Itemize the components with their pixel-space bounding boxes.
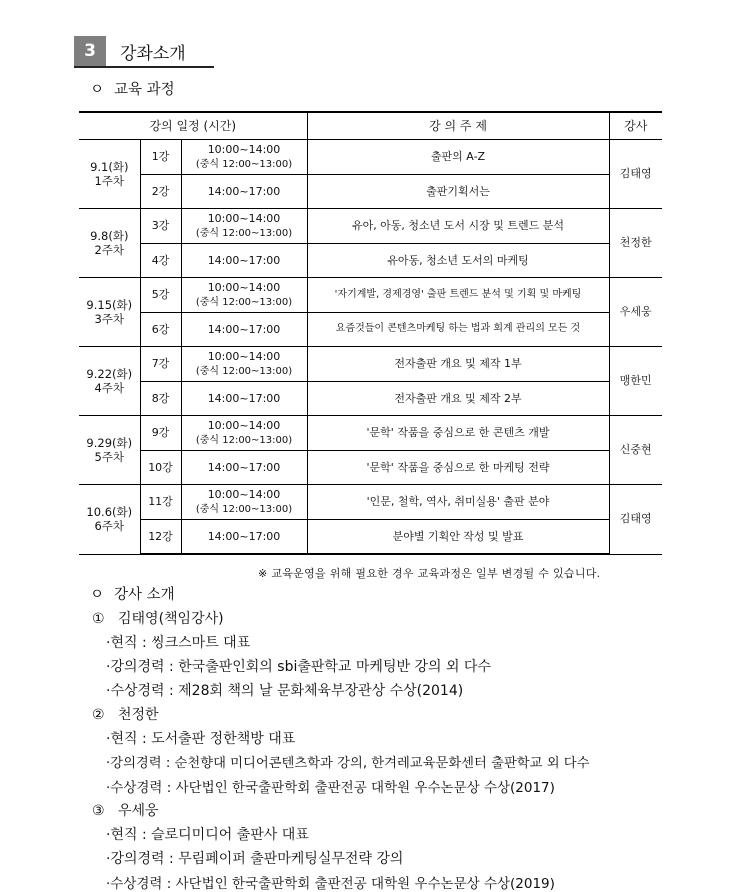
table-row: [79, 175, 662, 209]
week-cell: [79, 347, 140, 416]
week-label: 2주차: [94, 243, 125, 257]
instructor-detail: ·수상경력 : 사단법인 한국출판학회 출판전공 대학원 우수논문상 수상(2019): [106, 876, 555, 892]
week-cell: [79, 416, 140, 485]
session-time: [181, 347, 307, 382]
change-notice: ※ 교육운영을 위해 필요한 경우 교육과정은 일부 변경될 수 있습니다.: [258, 567, 601, 580]
week-date: 9.22(화): [86, 366, 133, 381]
session-number: 9강: [140, 416, 181, 451]
instructor-name: 우세웅: [118, 803, 159, 819]
instructor-detail: ·현직 : 씽크스마트 대표: [106, 635, 251, 651]
week-cell: [79, 140, 140, 209]
instructor-heading: [90, 583, 175, 604]
week-label: 1주차: [94, 174, 125, 188]
table-row: [79, 140, 662, 175]
instructor-cell: 김태영: [609, 485, 662, 555]
header-topic: 강 의 주 제: [307, 112, 609, 140]
lunch-break: (중식 12:00~13:00): [195, 365, 293, 377]
session-number: 3강: [140, 209, 181, 244]
instructor-detail: ·강의경력 : 한국출판인회의 sbi출판학교 마케팅반 강의 외 다수: [106, 659, 491, 675]
table-row: [79, 244, 662, 278]
instructor-cell: 우세웅: [609, 278, 662, 347]
session-time: 14:00~17:00: [181, 175, 307, 209]
time-range: 10:00~14:00: [207, 487, 281, 501]
session-time: [181, 485, 307, 520]
table-row: [79, 313, 662, 347]
lunch-break: (중식 12:00~13:00): [195, 227, 293, 239]
session-number: 10강: [140, 451, 181, 485]
session-time: [181, 278, 307, 313]
instructor-name: 김태영(책임강사): [118, 611, 224, 627]
instructor-heading-text: 강사 소개: [114, 587, 175, 603]
session-number: 5강: [140, 278, 181, 313]
lunch-break: (중식 12:00~13:00): [195, 434, 293, 446]
time-range: 10:00~14:00: [207, 418, 281, 432]
session-number: 7강: [140, 347, 181, 382]
session-time: 14:00~17:00: [181, 382, 307, 416]
section-title: 강좌소개: [120, 44, 186, 64]
instructor-name-line: [92, 608, 224, 628]
curriculum-heading: [90, 78, 175, 99]
instructor-name-line: [92, 800, 159, 820]
instructor-detail: ·수상경력 : 제28회 책의 날 문화체육부장관상 수상(2014): [106, 683, 464, 699]
instructor-cell: 천정한: [609, 209, 662, 278]
instructor-detail: ·현직 : 도서출판 정한책방 대표: [106, 731, 296, 747]
session-topic: 유아, 아동, 청소년 도서 시장 및 트렌드 분석: [307, 209, 609, 244]
instructor-detail: ·수상경력 : 사단법인 한국출판학회 출판전공 대학원 우수논문상 수상(2017): [106, 780, 555, 796]
instructor-cell: 김태영: [609, 140, 662, 209]
session-time: [181, 416, 307, 451]
session-time: 14:00~17:00: [181, 244, 307, 278]
session-number: 11강: [140, 485, 181, 520]
table-row: [79, 520, 662, 555]
session-number: 12강: [140, 520, 181, 555]
session-topic: '자기계발, 경제경영' 출판 트렌드 분석 및 기획 및 마케팅: [307, 278, 609, 313]
instructor-cell: 맹한민: [609, 347, 662, 416]
session-number: 4강: [140, 244, 181, 278]
session-time: 14:00~17:00: [181, 520, 307, 555]
week-cell: [79, 278, 140, 347]
time-range: 10:00~14:00: [207, 211, 281, 225]
instructor-bullet: ㅇ: [90, 587, 105, 603]
session-topic: '문학' 작품을 중심으로 한 콘텐츠 개발: [307, 416, 609, 451]
session-topic: '문학' 작품을 중심으로 한 마케팅 전략: [307, 451, 609, 485]
week-date: 9.8(화): [90, 228, 129, 243]
time-range: 10:00~14:00: [207, 280, 281, 294]
instructor-cell: 신중현: [609, 416, 662, 485]
instructor-detail: ·현직 : 슬로디미디어 출판사 대표: [106, 827, 309, 843]
instructor-number: ②: [92, 707, 105, 723]
schedule-table: [79, 111, 662, 555]
week-label: 6주차: [94, 519, 125, 534]
week-date: 10.6(화): [86, 504, 133, 519]
week-label: 4주차: [94, 381, 125, 395]
session-topic: 전자출판 개요 및 제작 2부: [307, 382, 609, 416]
table-row: [79, 278, 662, 313]
week-label: 5주차: [94, 450, 125, 464]
table-row: [79, 451, 662, 485]
session-topic: 요즘것들이 콘텐츠마케팅 하는 법과 회계 관리의 모든 것: [307, 313, 609, 347]
session-time: 14:00~17:00: [181, 451, 307, 485]
week-cell: [79, 209, 140, 278]
session-topic: '인문, 철학, 역사, 취미실용' 출판 분야: [307, 485, 609, 520]
session-time: 14:00~17:00: [181, 313, 307, 347]
table-row: [79, 382, 662, 416]
curriculum-bullet: ㅇ: [90, 82, 105, 98]
table-header-row: [79, 112, 662, 140]
week-date: 9.29(화): [86, 435, 133, 450]
instructor-number: ①: [92, 611, 105, 627]
session-topic: 전자출판 개요 및 제작 1부: [307, 347, 609, 382]
session-number: 6강: [140, 313, 181, 347]
instructor-name: 천정한: [118, 707, 159, 723]
session-number: 8강: [140, 382, 181, 416]
curriculum-heading-text: 교육 과정: [114, 82, 175, 98]
session-number: 1강: [140, 140, 181, 175]
instructor-name-line: [92, 704, 159, 724]
section-number: 3: [74, 36, 106, 66]
lunch-break: (중식 12:00~13:00): [195, 296, 293, 308]
session-time: [181, 209, 307, 244]
header-instructor: 강사: [609, 112, 662, 140]
instructor-detail: ·강의경력 : 무림페이퍼 출판마케팅실무전략 강의: [106, 851, 404, 867]
session-topic: 출판기획서는: [307, 175, 609, 209]
lunch-break: (중식 12:00~13:00): [195, 158, 293, 170]
header-schedule: 강의 일정 (시간): [79, 112, 307, 140]
section-underline: [74, 66, 214, 68]
table-row: [79, 485, 662, 520]
week-date: 9.1(화): [90, 159, 129, 174]
instructor-number: ③: [92, 803, 105, 819]
session-topic: 분야별 기획안 작성 및 발표: [307, 520, 609, 555]
week-date: 9.15(화): [86, 297, 133, 312]
time-range: 10:00~14:00: [207, 142, 281, 156]
lunch-break: (중식 12:00~13:00): [195, 503, 293, 515]
session-number: 2강: [140, 175, 181, 209]
session-topic: 유아동, 청소년 도서의 마케팅: [307, 244, 609, 278]
instructor-detail: ·강의경력 : 순천향대 미디어콘텐츠학과 강의, 한겨레교육문화센터 출판학교 외 다수: [106, 756, 590, 771]
week-cell: [79, 485, 140, 555]
session-topic: 출판의 A-Z: [307, 140, 609, 175]
week-label: 3주차: [94, 312, 125, 326]
session-time: [181, 140, 307, 175]
table-row: [79, 209, 662, 244]
table-row: [79, 347, 662, 382]
time-range: 10:00~14:00: [207, 349, 281, 363]
table-row: [79, 416, 662, 451]
section-heading: [74, 36, 214, 66]
